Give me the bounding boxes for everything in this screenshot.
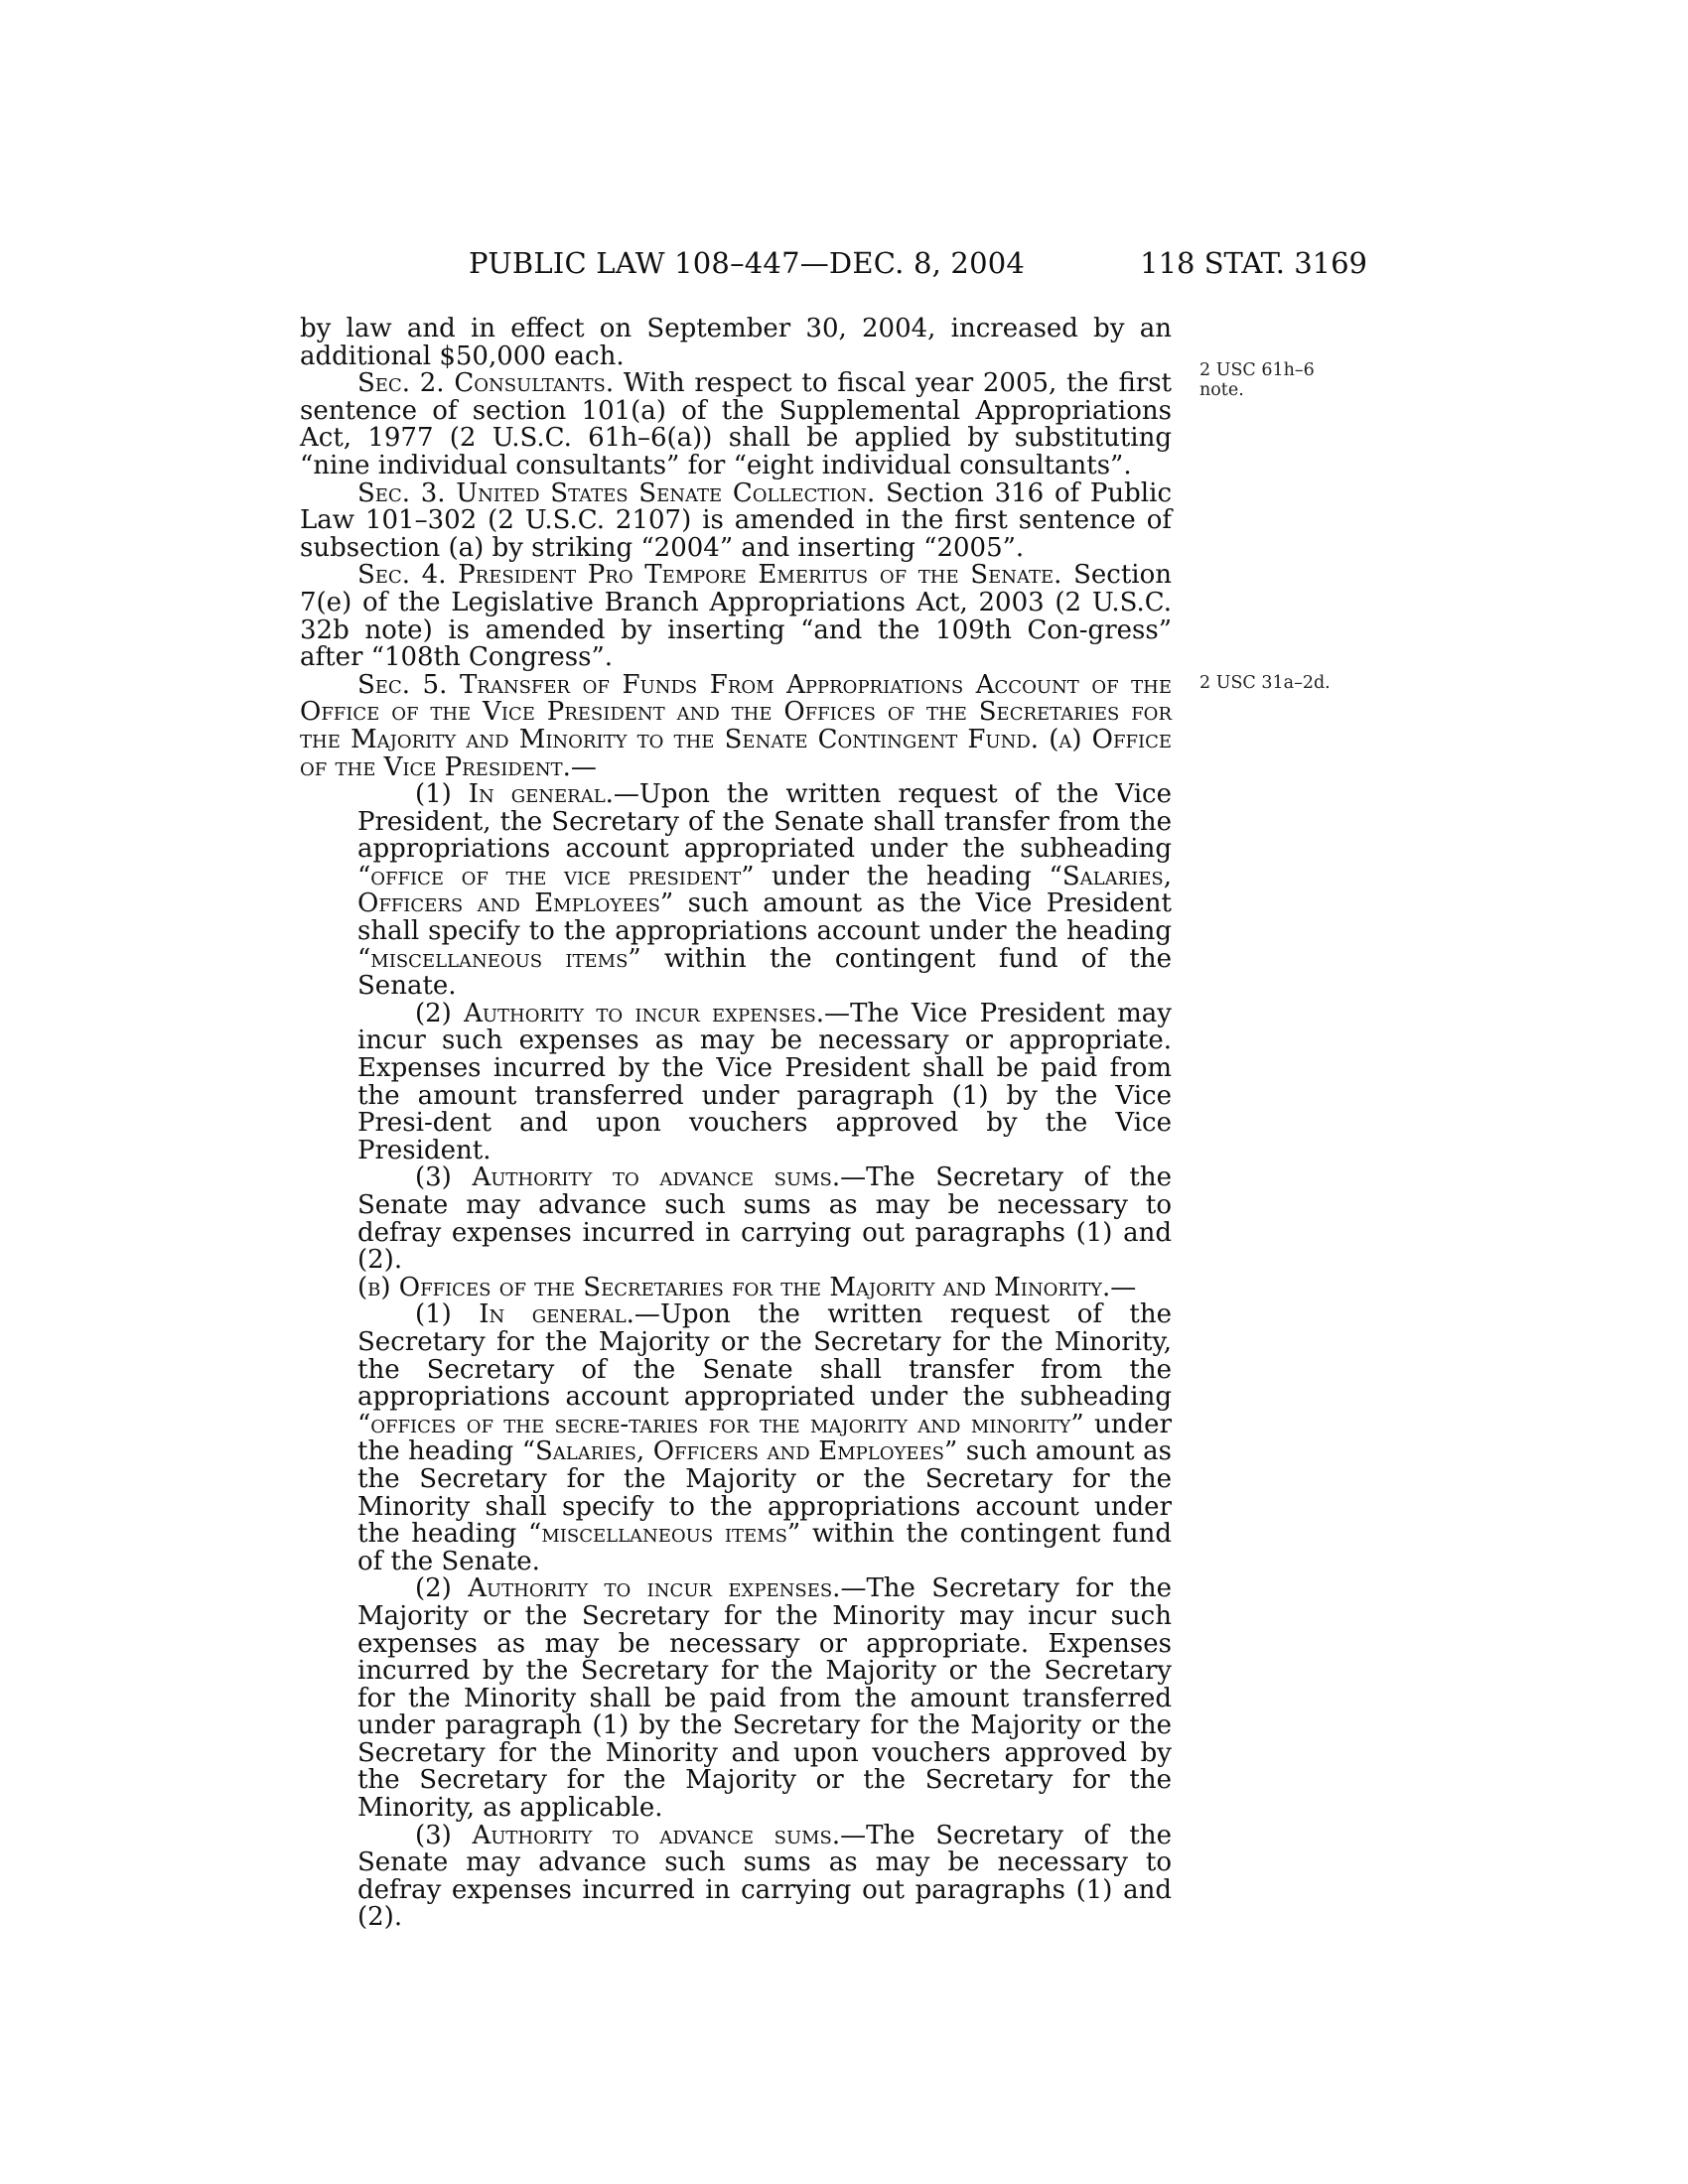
section-heading: Sec. 2. Consultants. xyxy=(357,368,615,399)
paragraph-continuation xyxy=(300,316,1172,370)
subsection-heading: (b) Offices of the Secretaries for the Majority and Minority.— xyxy=(357,1272,1137,1302)
text: by law and in effect on September 30, 2004, increased by an additional $50,000 each. xyxy=(300,314,1172,371)
paragraph-a3 xyxy=(300,1164,1172,1274)
text: office of the vice president xyxy=(370,861,742,891)
section-5 xyxy=(300,669,1172,782)
text: Upon the written request of the Vice President, the Secretary of the Senate shall transfer from the appropriations account appropriated under the subheading “ xyxy=(357,779,1172,891)
text: miscellaneous items xyxy=(541,1519,787,1550)
paragraph-a1 xyxy=(300,781,1172,1001)
section-text: Section 7(e) of the Legislative Branch Appropriations Act, 2003 (2 U.S.C. 32b note) is amended by inserting “and the 109th Con-gress” after “108th Congress”. xyxy=(300,560,1173,673)
text: ” under the heading “ xyxy=(357,1409,1172,1467)
subsection-heading: (a) Office of the Vice President.— xyxy=(300,724,1172,782)
margin-note-line: 2 USC 31a–2d. xyxy=(1199,673,1331,693)
text: The Secretary of the Senate may advance such sums as may be necessary to defray expenses incurred in carrying out paragraphs (1) and (2). xyxy=(357,1820,1172,1933)
running-head xyxy=(300,246,1367,286)
paragraph-heading: (1) In general.— xyxy=(415,779,639,810)
section-text: With respect to fiscal year 2005, the first sentence of section 101(a) of the Supplemental Appropriations Act, 1977 (2 U.S.C. 61h–6(a)) shall be applied by substituting “nine individual consultants” for “eight individual consultants”. xyxy=(300,368,1173,480)
section-4 xyxy=(300,562,1172,671)
section-heading: Sec. 3. United States Senate Collection. xyxy=(357,478,876,508)
section-heading: Sec. 5. Transfer of Funds From Appropriations Account of the Office of the Vice President and the Offices of the Secretaries for the Majority and Minority to the Senate Contingent Fund. xyxy=(300,669,1172,754)
margin-note-31a xyxy=(1199,673,1358,693)
text: miscellaneous items xyxy=(370,943,629,974)
paragraph-heading: (1) In general.— xyxy=(415,1299,660,1330)
paragraph-heading: (3) Authority to advance sums.— xyxy=(415,1820,867,1850)
text: The Secretary for the Majority or the Secretary for the Minority may incur such expenses as may be necessary or appropriate. Expenses incurred by the Secretary for the Majority or the Secretary for the Minority shall be paid from the amount transferred under paragraph (1) by the Secretary for the Majority or the Secretary for the Minority and upon vouchers approved by the Secretary for the Majority or the Secretary for the Minority, as applicable. xyxy=(357,1573,1172,1824)
section-2 xyxy=(300,370,1172,479)
paragraph-heading: (3) Authority to advance sums.— xyxy=(415,1162,867,1193)
section-3 xyxy=(300,480,1172,563)
margin-note-61h xyxy=(1199,360,1358,400)
paragraph-a2 xyxy=(300,998,1172,1165)
text: ” within the contingent fund of the Senate. xyxy=(357,1519,1172,1576)
section-text: Section 316 of Public Law 101–302 (2 U.S.C. 2107) is amended in the first sentence of subsection (a) by striking “2004” and inserting “2005”. xyxy=(300,478,1173,563)
text: Salaries, Officers and Employees xyxy=(357,861,1172,919)
paragraph-heading: (2) Authority to incur expenses.— xyxy=(415,1573,867,1604)
paragraph-b3 xyxy=(300,1820,1172,1933)
text: ” under the heading “ xyxy=(741,861,1062,891)
text: The Secretary of the Senate may advance such sums as may be necessary to defray expenses incurred in carrying out paragraphs (1) and (2). xyxy=(357,1162,1172,1276)
paragraph-b2 xyxy=(300,1575,1172,1822)
text: Upon the written request of the Secretary for the Majority or the Secretary for the Minority, the Secretary of the Senate shall transfer from the appropriations account appropriated under the subheading “ xyxy=(357,1299,1172,1439)
section-heading: Sec. 4. President Pro Tempore Emeritus of the Senate. xyxy=(357,560,1062,591)
margin-note-line: note. xyxy=(1199,380,1244,400)
text: The Vice President may incur such expenses as may be necessary or appropriate. Expenses incurred by the Vice President shall be paid from the amount transferred under paragraph (1) by the Vice Presi-dent and upon vouchers approved by the Vice President. xyxy=(357,998,1172,1165)
paragraph-b1 xyxy=(300,1301,1172,1575)
paragraph-heading: (2) Authority to incur expenses.— xyxy=(415,998,851,1028)
text: ” such amount as the Secretary for the Majority or the Secretary for the Minority shall specify to the appropriations account under the heading “ xyxy=(357,1436,1172,1550)
statute-page-number: 118 STAT. 3169 xyxy=(1140,246,1367,280)
text: ” within the contingent fund of the Senate. xyxy=(357,943,1172,1002)
text: offices of the secre-taries for the majority and minority xyxy=(370,1409,1071,1439)
text: ” such amount as the Vice President shall specify to the appropriations account under the heading “ xyxy=(357,888,1172,974)
text: Salaries, Officers and Employees xyxy=(535,1436,944,1467)
subsection-b xyxy=(300,1272,1172,1302)
body-text xyxy=(300,316,1172,1932)
margin-note-line: 2 USC 61h–6 xyxy=(1199,360,1315,380)
public-law-title: PUBLIC LAW 108–447—DEC. 8, 2004 xyxy=(469,246,1026,280)
